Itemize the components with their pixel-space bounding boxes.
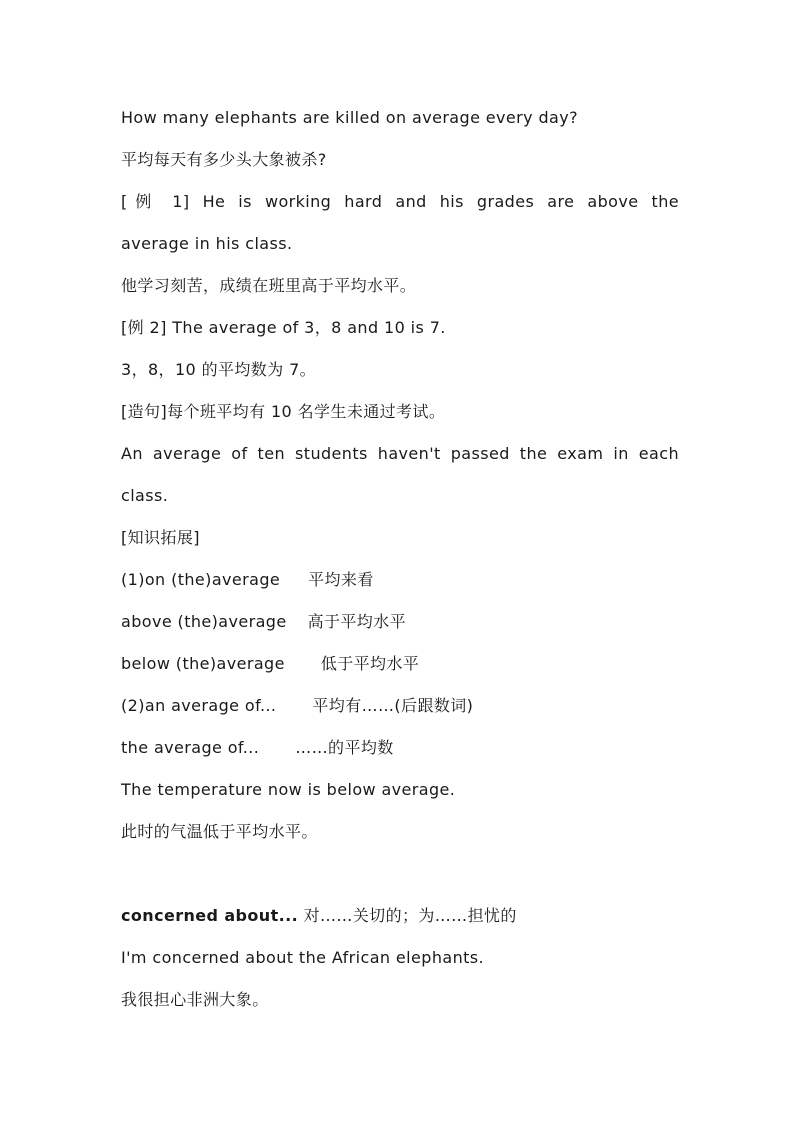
phrase-chinese: 平均有……(后跟数词) (312, 696, 474, 715)
sentence-making-line: [造句]每个班平均有 10 名学生未通过考试。 (121, 402, 446, 421)
phrase-row-on-average (121, 570, 374, 590)
sentence-line: How many elephants are killed on average every day? (121, 108, 579, 127)
phrase-definition: 对……关切的；为……担忧的 (303, 906, 517, 925)
phrase-heading-concerned-about (121, 906, 517, 926)
phrase-chinese: 低于平均水平 (320, 654, 420, 673)
phrase-chinese: 高于平均水平 (307, 612, 406, 631)
concerned-example-line: I'm concerned about the African elephants. (121, 948, 485, 967)
translation-line: 平均每天有多少头大象被杀? (121, 150, 327, 169)
sentence-making-continuation: class. (121, 486, 169, 505)
example-1-translation: 他学习刻苦，成绩在班里高于平均水平。 (121, 276, 417, 295)
phrase-row-above-average (121, 612, 406, 632)
phrase-row-an-average-of (121, 696, 473, 716)
example-2-translation: 3，8，10 的平均数为 7。 (121, 360, 317, 379)
concerned-example-translation: 我很担心非洲大象。 (121, 990, 269, 1009)
phrase-chinese: 平均来看 (308, 570, 374, 589)
example-sentence-line: The temperature now is below average. (121, 780, 456, 799)
phrase-english: above (the)average (121, 612, 287, 631)
phrase-english: (2)an average of... (121, 696, 277, 715)
example-2-line: [例 2] The average of 3，8 and 10 is 7. (121, 318, 446, 337)
phrase-english: below (the)average (121, 654, 285, 673)
example-sentence-translation: 此时的气温低于平均水平。 (121, 822, 318, 841)
sentence-making-english: An average of ten students haven't passed the exam in each (121, 444, 679, 463)
phrase-english: (1)on (the)average (121, 570, 281, 589)
phrase-headword: concerned about... (121, 906, 299, 925)
phrase-chinese: ……的平均数 (295, 738, 394, 757)
phrase-english: the average of... (121, 738, 260, 757)
example-1-line: [例 1] He is working hard and his grades are above the (121, 192, 679, 211)
example-1-continuation: average in his class. (121, 234, 293, 253)
phrase-row-the-average-of (121, 738, 394, 758)
knowledge-extension-heading: [知识拓展] (121, 528, 200, 547)
phrase-row-below-average (121, 654, 419, 674)
